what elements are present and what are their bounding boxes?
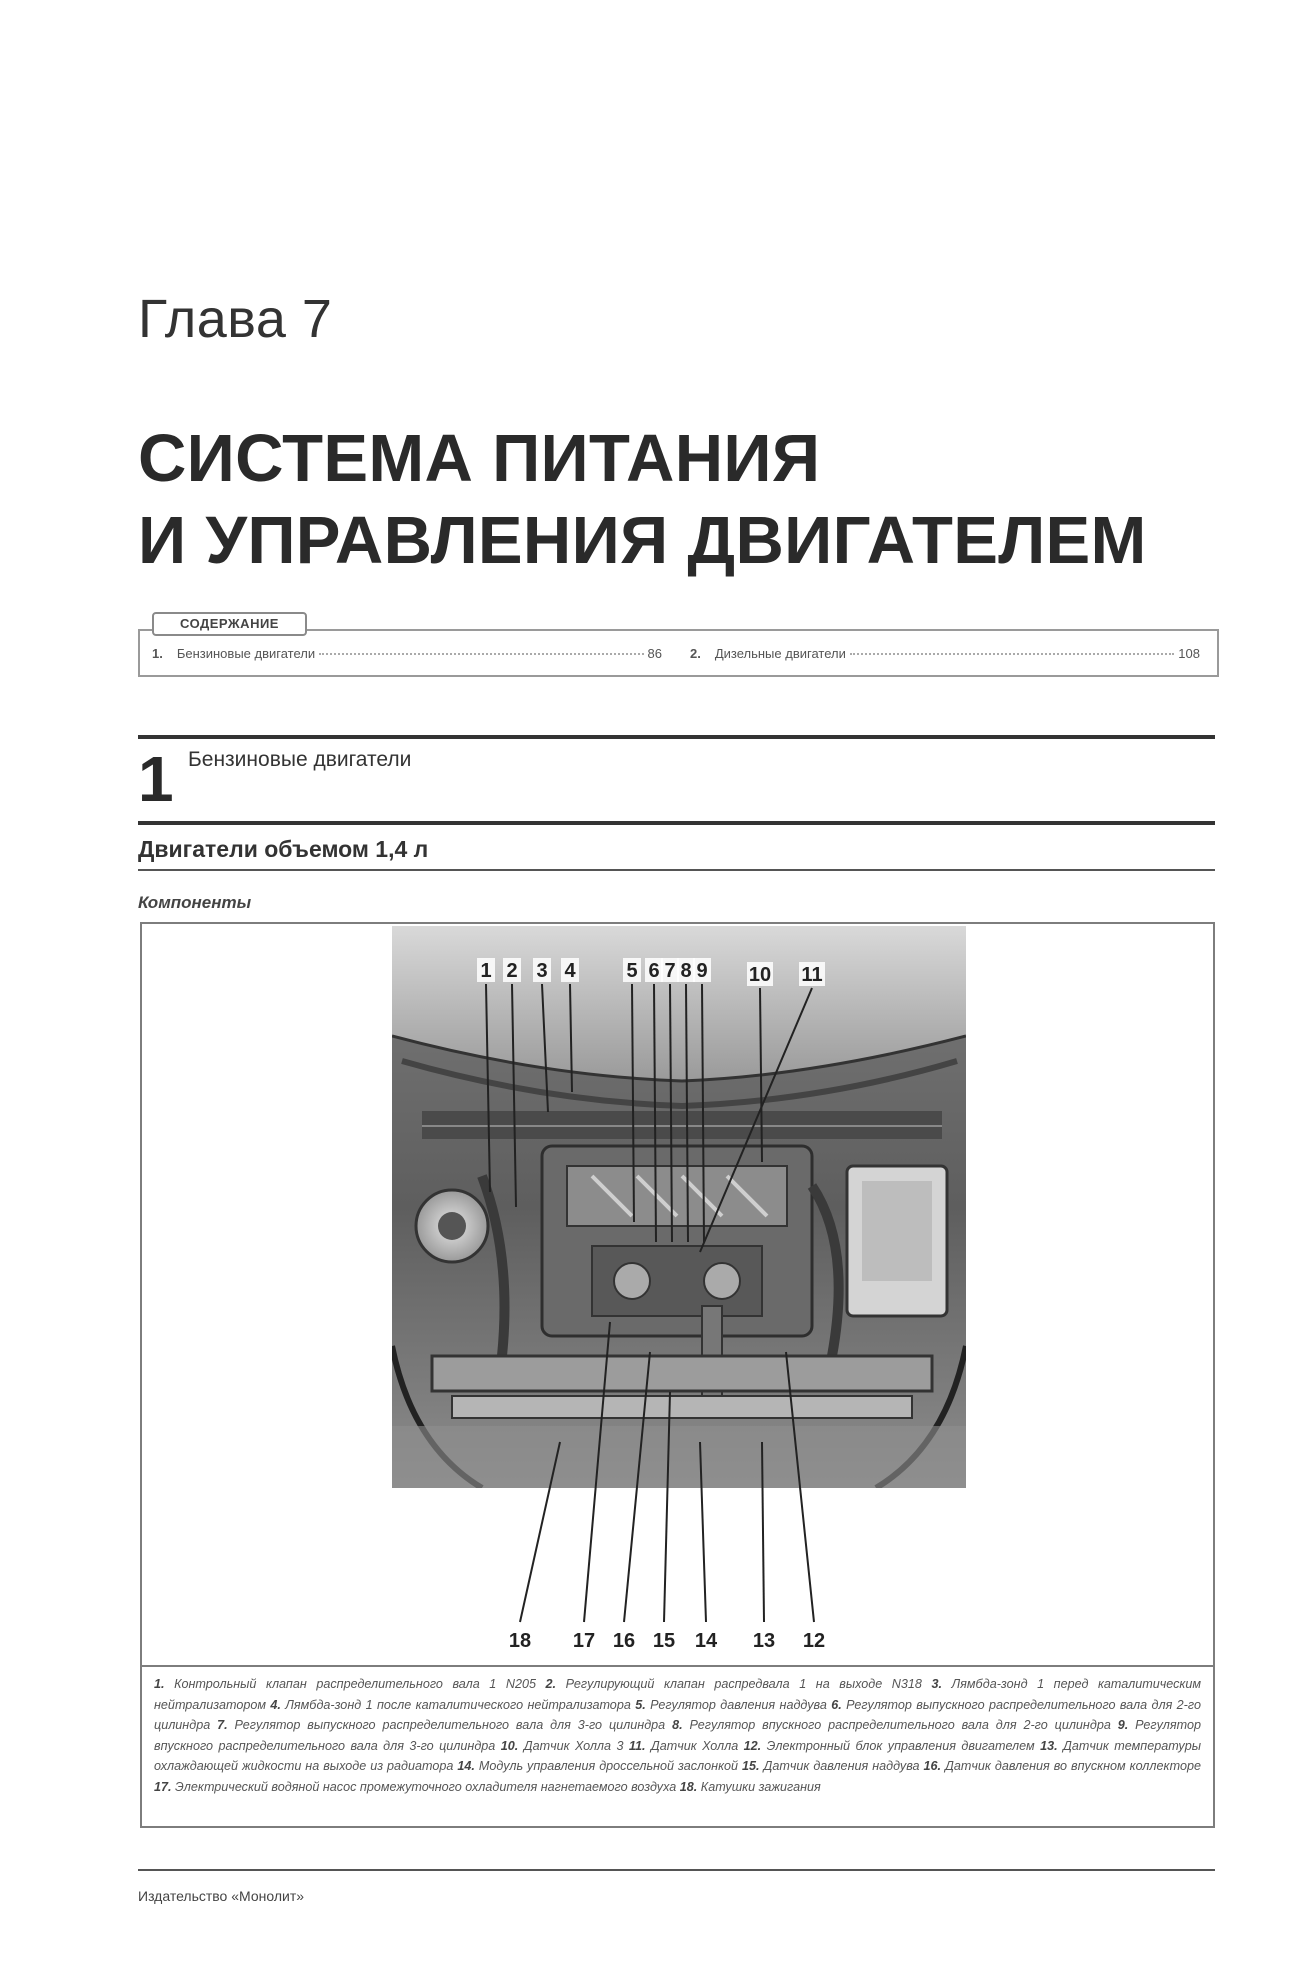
callout-number: 18 <box>508 1630 532 1652</box>
callout-leader-line <box>786 1352 814 1622</box>
caption-text: Лямбда-зонд 1 перед каталитическим нейтрализатором <box>154 1677 1202 1712</box>
caption-number: 1. <box>154 1677 175 1691</box>
caption-text: Датчик температуры охлаждающей жидкости на выходе из радиатора <box>154 1738 1202 1773</box>
callout-leader-line <box>632 984 634 1222</box>
contents-item[interactable] <box>690 646 1200 661</box>
caption-text: Регулятор выпускного распределительного вала для 2-го цилиндра <box>154 1697 1201 1732</box>
caption-number: 17. <box>154 1779 176 1794</box>
caption-number: 6. <box>831 1697 847 1712</box>
callout-number: 17 <box>572 1630 596 1652</box>
callout-leader-line <box>700 988 812 1252</box>
caption-number: 15. <box>742 1759 764 1773</box>
leader-dots <box>319 653 643 655</box>
chapter-title <box>138 418 1147 582</box>
caption-number: 5. <box>635 1697 651 1712</box>
contents-item[interactable] <box>152 646 662 661</box>
section-number: 1 <box>138 743 174 815</box>
caption-number: 11. <box>628 1738 651 1753</box>
callout-number: 11 <box>801 964 823 986</box>
caption-number: 8. <box>672 1718 690 1732</box>
contents-item-number: 2. <box>690 646 701 661</box>
callout-leader-line <box>570 984 572 1092</box>
caption-number: 7. <box>217 1718 235 1732</box>
caption-number: 2. <box>545 1677 566 1691</box>
callout-leader-line <box>520 1442 560 1622</box>
callout-number: 1 <box>480 960 492 982</box>
callout-number: 14 <box>694 1630 718 1652</box>
contents-heading: СОДЕРЖАНИЕ <box>152 612 307 636</box>
caption-number: 9. <box>1117 1718 1136 1732</box>
caption-text: Лямбда-зонд 1 после каталитического нейтрализатора <box>285 1697 636 1712</box>
caption-number: 14. <box>457 1759 479 1773</box>
callout-number: 9 <box>696 960 708 982</box>
callout-leader-line <box>664 1392 670 1622</box>
callout-leader-line <box>512 984 516 1207</box>
callout-leader-line <box>700 1442 706 1622</box>
chapter-label: Глава 7 <box>138 289 333 349</box>
section-title: Бензиновые двигатели <box>188 748 412 771</box>
callout-number: 2 <box>506 960 518 982</box>
chapter-title-line-1: СИСТЕМА ПИТАНИЯ <box>138 421 821 496</box>
caption-text: Регулирующий клапан распредвала 1 на выходе N318 <box>565 1677 932 1691</box>
caption-text: Контрольный клапан распределительного вала 1 N205 <box>174 1677 546 1691</box>
callout-leader-line <box>584 1322 610 1622</box>
contents-item-title: Бензиновые двигатели <box>176 646 316 661</box>
caption-text: Датчик Холла 3 <box>523 1738 629 1753</box>
callout-number: 3 <box>536 960 548 982</box>
section-top-rule <box>138 735 1215 739</box>
caption-text: Датчик давления наддува <box>763 1759 924 1773</box>
contents-item-number: 1. <box>152 646 163 661</box>
contents-item-page: 86 <box>647 646 662 661</box>
callout-leader-line <box>760 988 762 1162</box>
callout-leader-line <box>654 984 656 1242</box>
callout-number: 6 <box>648 960 660 982</box>
caption-number: 4. <box>270 1697 286 1712</box>
caption-number: 3. <box>931 1677 952 1691</box>
callout-layer <box>140 922 1215 1667</box>
publisher-footer: Издательство «Монолит» <box>138 1888 305 1904</box>
callout-leader-line <box>686 984 688 1242</box>
callout-leader-line <box>486 984 490 1192</box>
figure-label: Компоненты <box>138 893 252 912</box>
section-bottom-rule <box>138 821 1215 825</box>
caption-text: Регулятор выпускного распределительного вала для 3-го цилиндра <box>234 1718 673 1732</box>
callout-leader-line <box>762 1442 764 1622</box>
caption-text: Регулятор давления наддува <box>650 1697 832 1712</box>
caption-text: Электронный блок управления двигателем <box>766 1738 1041 1753</box>
footer-rule <box>138 1869 1215 1871</box>
callout-number: 7 <box>664 960 676 982</box>
caption-text: Модуль управления дроссельной заслонкой <box>478 1759 743 1773</box>
callout-leader-line <box>624 1352 650 1622</box>
callout-number: 8 <box>680 960 692 982</box>
caption-text: Регулятор впускного распределительного вала для 2-го цилиндра <box>689 1718 1118 1732</box>
caption-number: 18. <box>679 1779 701 1794</box>
chapter-title-line-2: И УПРАВЛЕНИЯ ДВИГАТЕЛЕМ <box>138 503 1147 578</box>
caption-text: Регулятор впускного распределительного вала для 3-го цилиндра <box>154 1718 1201 1753</box>
callout-leader-line <box>542 984 548 1112</box>
contents-item-page: 108 <box>1178 646 1200 661</box>
figure-caption <box>140 1665 1215 1828</box>
caption-text: Датчик давления во впускном коллекторе <box>945 1759 1201 1773</box>
callout-number: 15 <box>652 1630 676 1652</box>
caption-text: Катушки зажигания <box>700 1779 821 1794</box>
leader-dots <box>850 653 1174 655</box>
callout-number: 13 <box>752 1630 776 1652</box>
caption-number: 10. <box>500 1738 524 1753</box>
caption-text: Датчик Холла <box>650 1738 744 1753</box>
caption-number: 12. <box>743 1738 767 1753</box>
caption-text: Электрический водяной насос промежуточного охладителя нагнетаемого воздуха <box>175 1779 680 1794</box>
callout-number: 12 <box>802 1630 826 1652</box>
subsection-title: Двигатели объемом 1,4 л <box>138 836 429 862</box>
callout-number: 10 <box>748 964 772 986</box>
caption-number: 13. <box>1040 1738 1064 1753</box>
callout-leader-line <box>702 984 704 1242</box>
caption-number: 16. <box>923 1759 946 1773</box>
callout-number: 5 <box>626 960 638 982</box>
contents-item-title: Дизельные двигатели <box>714 646 846 661</box>
callout-number: 16 <box>612 1630 636 1652</box>
callout-number: 4 <box>564 960 576 982</box>
callout-leader-line <box>670 984 672 1242</box>
subsection-rule <box>138 869 1215 871</box>
